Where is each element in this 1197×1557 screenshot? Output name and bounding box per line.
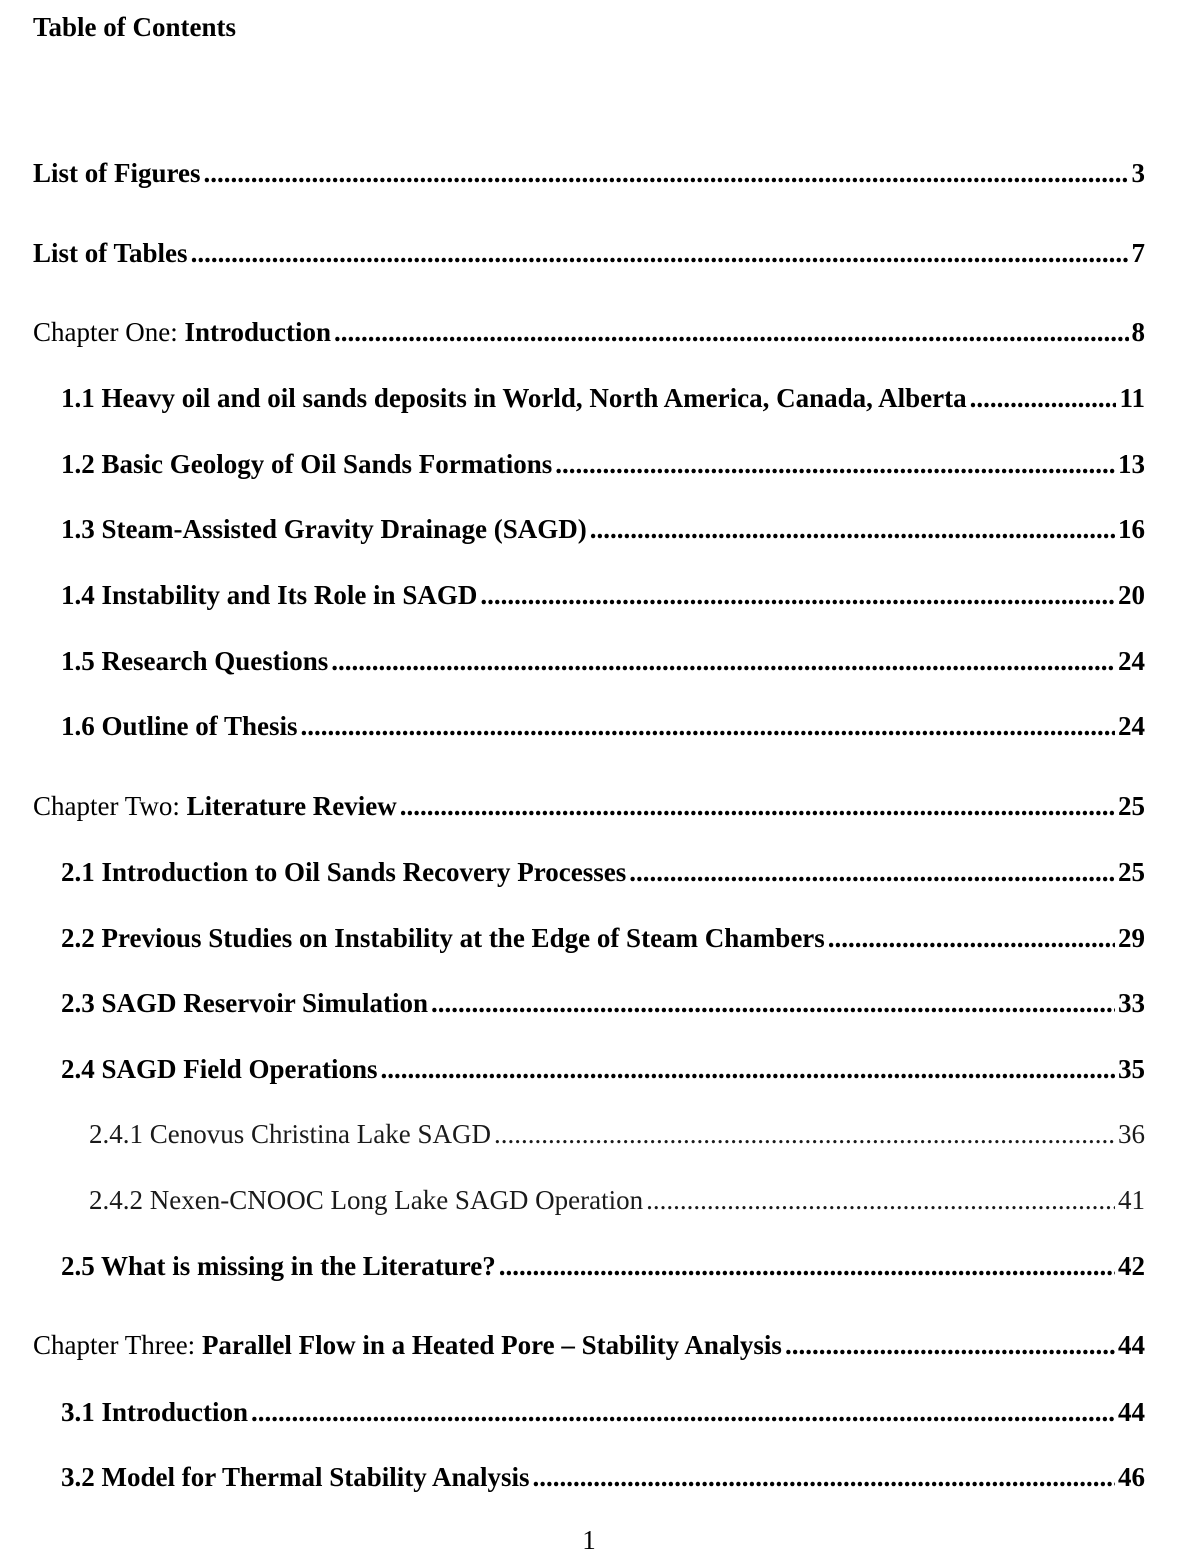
toc-page-number: 3 (1131, 158, 1145, 188)
dot-leader (646, 1182, 1115, 1218)
chapter-title: Parallel Flow in a Heated Pore – Stability Analysis (201, 1330, 782, 1360)
toc-entry-text (33, 788, 397, 824)
toc-entry-text: 3.2 Model for Thermal Stability Analysis (61, 1462, 530, 1492)
page-number-footer: 1 (582, 1525, 596, 1555)
dot-leader (301, 708, 1115, 744)
toc-page-number: 25 (1118, 857, 1145, 887)
toc-entry-list-of-figures[interactable] (33, 155, 1145, 191)
dot-leader (334, 314, 1129, 350)
toc-entry-text: List of Tables (33, 238, 188, 268)
dot-leader (381, 1051, 1115, 1087)
dot-leader (331, 643, 1115, 679)
dot-leader (204, 155, 1129, 191)
toc-entry-text: List of Figures (33, 158, 201, 188)
toc-entry-section-1-1[interactable] (61, 380, 1145, 416)
toc-page-number: 42 (1118, 1251, 1145, 1281)
chapter-prefix: Chapter Two: (33, 791, 187, 821)
page-title: Table of Contents (33, 12, 237, 42)
toc-entry-section-2-4[interactable] (61, 1051, 1145, 1087)
toc-entry-text: 1.3 Steam-Assisted Gravity Drainage (SAGD) (61, 514, 587, 544)
toc-page-number: 16 (1118, 514, 1145, 544)
toc-entry-section-3-2[interactable] (61, 1459, 1145, 1495)
toc-entry-text: 2.3 SAGD Reservoir Simulation (61, 988, 429, 1018)
toc-entry-section-2-3[interactable] (61, 985, 1145, 1021)
dot-leader (480, 577, 1115, 613)
dot-leader (555, 446, 1115, 482)
toc-page-number: 44 (1118, 1397, 1145, 1427)
toc-entry-text: 1.4 Instability and Its Role in SAGD (61, 580, 478, 610)
toc-entry-section-1-6[interactable] (61, 708, 1145, 744)
toc-entry-text: 1.2 Basic Geology of Oil Sands Formations (61, 449, 553, 479)
toc-entry-text: 2.4.1 Cenovus Christina Lake SAGD (89, 1119, 491, 1149)
toc-page-number: 35 (1118, 1054, 1145, 1084)
toc-page-number: 46 (1118, 1462, 1145, 1492)
toc-entry-section-1-5[interactable] (61, 643, 1145, 679)
toc-entry-section-1-3[interactable] (61, 511, 1145, 547)
toc-page-number: 24 (1118, 711, 1145, 741)
dot-leader (251, 1394, 1115, 1430)
toc-entry-section-1-4[interactable] (61, 577, 1145, 613)
toc-entry-text: 1.6 Outline of Thesis (61, 711, 298, 741)
toc-entry-chapter-three[interactable] (33, 1327, 1145, 1363)
toc-entry-chapter-two[interactable] (33, 788, 1145, 824)
chapter-title: Introduction (184, 317, 331, 347)
toc-entry-subsection-2-4-1[interactable] (89, 1116, 1145, 1152)
dot-leader (533, 1459, 1115, 1495)
toc-entry-text: 2.4.2 Nexen-CNOOC Long Lake SAGD Operation (89, 1185, 644, 1215)
toc-page-number: 33 (1118, 988, 1145, 1018)
dot-leader (970, 380, 1117, 416)
dot-leader (785, 1327, 1115, 1363)
chapter-prefix: Chapter One: (33, 317, 185, 347)
dot-leader (629, 854, 1115, 890)
toc-page-number: 13 (1118, 449, 1145, 479)
dot-leader (191, 235, 1129, 271)
toc-page-number: 36 (1118, 1119, 1145, 1149)
toc-entry-text: 2.1 Introduction to Oil Sands Recovery Processes (61, 857, 627, 887)
chapter-title: Literature Review (186, 791, 397, 821)
toc-page-number: 25 (1118, 791, 1145, 821)
toc-entry-subsection-2-4-2[interactable] (89, 1182, 1145, 1218)
toc-entry-text: 1.1 Heavy oil and oil sands deposits in World, North America, Canada, Alberta (61, 383, 967, 413)
toc-page-number: 11 (1119, 383, 1145, 413)
toc-entry-chapter-one[interactable] (33, 314, 1145, 350)
toc-page-number: 7 (1131, 238, 1145, 268)
toc-entry-text: 2.5 What is missing in the Literature? (61, 1251, 496, 1281)
toc-page-number: 41 (1118, 1185, 1145, 1215)
dot-leader (499, 1248, 1115, 1284)
dot-leader (400, 788, 1115, 824)
toc-entry-text: 3.1 Introduction (61, 1397, 249, 1427)
dot-leader (431, 985, 1115, 1021)
dot-leader (828, 920, 1115, 956)
toc-entry-section-2-1[interactable] (61, 854, 1145, 890)
dot-leader (590, 511, 1115, 547)
chapter-prefix: Chapter Three: (33, 1330, 202, 1360)
toc-page-number: 44 (1118, 1330, 1145, 1360)
toc-page-number: 8 (1131, 317, 1145, 347)
toc-entry-text: 1.5 Research Questions (61, 646, 329, 676)
toc-entry-text (33, 314, 331, 350)
toc-entry-list-of-tables[interactable] (33, 235, 1145, 271)
toc-entry-text: 2.4 SAGD Field Operations (61, 1054, 378, 1084)
toc-page-number: 29 (1118, 923, 1145, 953)
toc-entry-text (33, 1327, 782, 1363)
toc-page-number: 24 (1118, 646, 1145, 676)
toc-entry-section-2-5[interactable] (61, 1248, 1145, 1284)
toc-entry-section-1-2[interactable] (61, 446, 1145, 482)
toc-page-number: 20 (1118, 580, 1145, 610)
toc-entry-section-2-2[interactable] (61, 920, 1145, 956)
toc-entry-section-3-1[interactable] (61, 1394, 1145, 1430)
toc-entry-text: 2.2 Previous Studies on Instability at the Edge of Steam Chambers (61, 923, 825, 953)
dot-leader (494, 1116, 1115, 1152)
